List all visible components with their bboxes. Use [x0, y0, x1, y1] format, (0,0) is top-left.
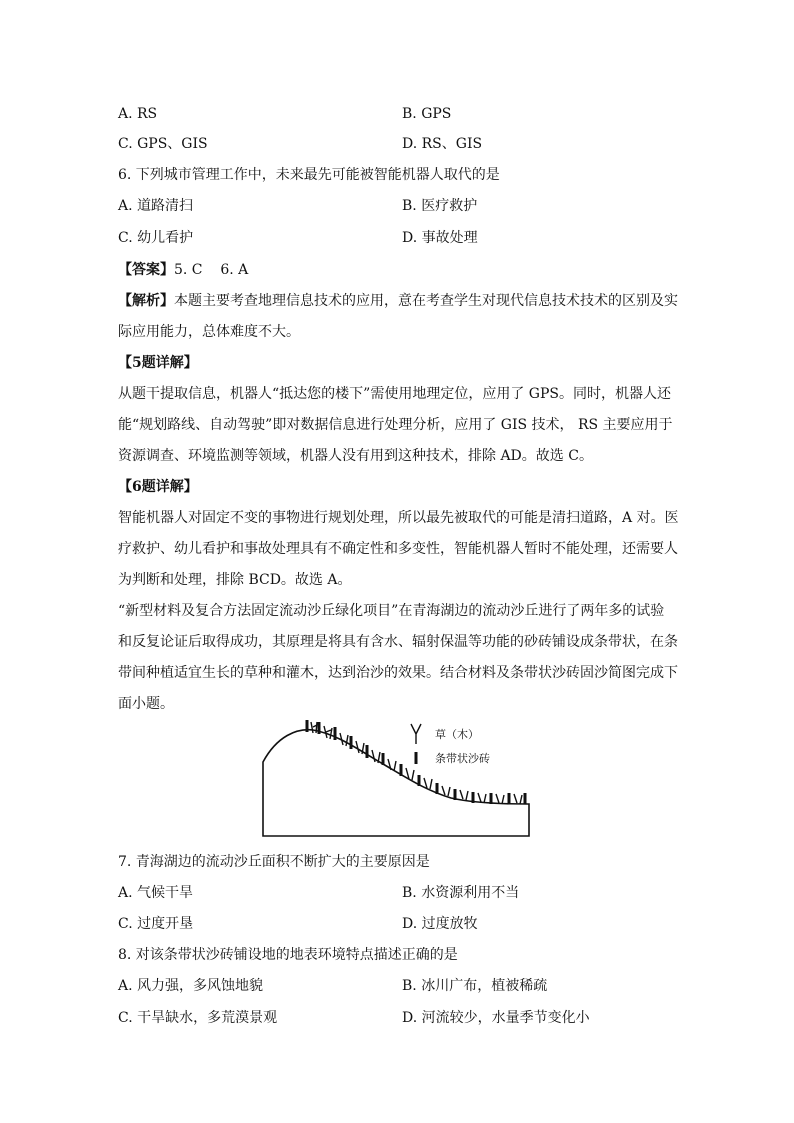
q7-option-b: B. 水资源利用不当 [402, 885, 520, 901]
analysis-text-1: 本题主要考查地理信息技术的应用，意在考查学生对现代信息技术技术的区别及实 [174, 293, 678, 309]
answer-text: 5. C 6. A [174, 262, 249, 278]
q8-option-c: C. 干旱缺水，多荒漠景观 [118, 1010, 278, 1026]
material-line-3: 带间种植适宜生长的草种和灌木，达到治沙的效果。结合材料及条带状沙砖固沙简图完成下 [118, 665, 678, 681]
analysis-text-2: 际应用能力，总体难度不大。 [118, 324, 300, 340]
analysis-label: 【解析】 [118, 293, 174, 309]
q5-option-d: D. RS、GIS [402, 136, 483, 152]
q5-option-b: B. GPS [402, 106, 452, 122]
material-line-4: 面小题。 [118, 696, 174, 712]
q8-stem: 8. 对该条带状沙砖铺设地的地表环境特点描述正确的是 [118, 947, 458, 963]
detail5-line-3: 资源调查、环境监测等领域，机器人没有用到这种技术，排除 AD。故选 C。 [118, 448, 593, 464]
q7-option-a: A. 气候干旱 [118, 885, 194, 901]
q5-option-a: A. RS [118, 106, 158, 122]
legend-brick-label: 条带状沙砖 [435, 752, 490, 765]
answer-label: 【答案】 [118, 262, 174, 278]
q6-option-a: A. 道路清扫 [118, 198, 194, 214]
detail6-line-2: 疗救护、幼儿看护和事故处理具有不确定性和多变性，智能机器人暂时不能处理，还需要人 [118, 541, 678, 557]
dune-diagram [255, 718, 545, 842]
detail6-heading: 【6题详解】 [118, 479, 198, 495]
dune-outline [263, 730, 529, 836]
q6-option-d: D. 事故处理 [402, 230, 478, 246]
q6-option-c: C. 幼儿看护 [118, 230, 194, 246]
material-line-1: “新型材料及复合方法固定流动沙丘绿化项目”在青海湖边的流动沙丘进行了两年多的试验 [118, 603, 665, 619]
q5-option-c: C. GPS、GIS [118, 136, 208, 152]
q8-option-d: D. 河流较少，水量季节变化小 [402, 1010, 590, 1026]
legend-grass-label: 草（木） [435, 728, 479, 741]
q6-stem: 6. 下列城市管理工作中，未来最先可能被智能机器人取代的是 [118, 167, 500, 183]
detail5-line-1: 从题干提取信息，机器人“抵达您的楼下”需使用地理定位，应用了 GPS。同时，机器人还 [118, 386, 671, 402]
q8-option-a: A. 风力强，多风蚀地貌 [118, 978, 264, 994]
analysis-line-1 [118, 291, 678, 311]
detail5-heading: 【5题详解】 [118, 355, 198, 371]
detail5-line-2: 能“规划路线、自动驾驶”即对数据信息进行处理分析，应用了 GIS 技术， RS 主要应用于 [118, 417, 673, 433]
detail6-line-3: 为判断和处理，排除 BCD。故选 A。 [118, 572, 352, 588]
q7-option-d: D. 过度放牧 [402, 916, 478, 932]
q7-stem: 7. 青海湖边的流动沙丘面积不断扩大的主要原因是 [118, 854, 430, 870]
answer-line [118, 260, 248, 280]
material-line-2: 和反复论证后取得成功，其原理是将具有含水、辐射保温等功能的砂砖铺设成条带状，在条 [118, 634, 678, 650]
q8-option-b: B. 冰川广布，植被稀疏 [402, 978, 548, 994]
q7-option-c: C. 过度开垦 [118, 916, 194, 932]
legend-grass-icon [411, 724, 421, 744]
q6-option-b: B. 医疗救护 [402, 198, 478, 214]
detail6-line-1: 智能机器人对固定不变的事物进行规划处理，所以最先被取代的可能是清扫道路，A 对。医 [118, 510, 679, 526]
